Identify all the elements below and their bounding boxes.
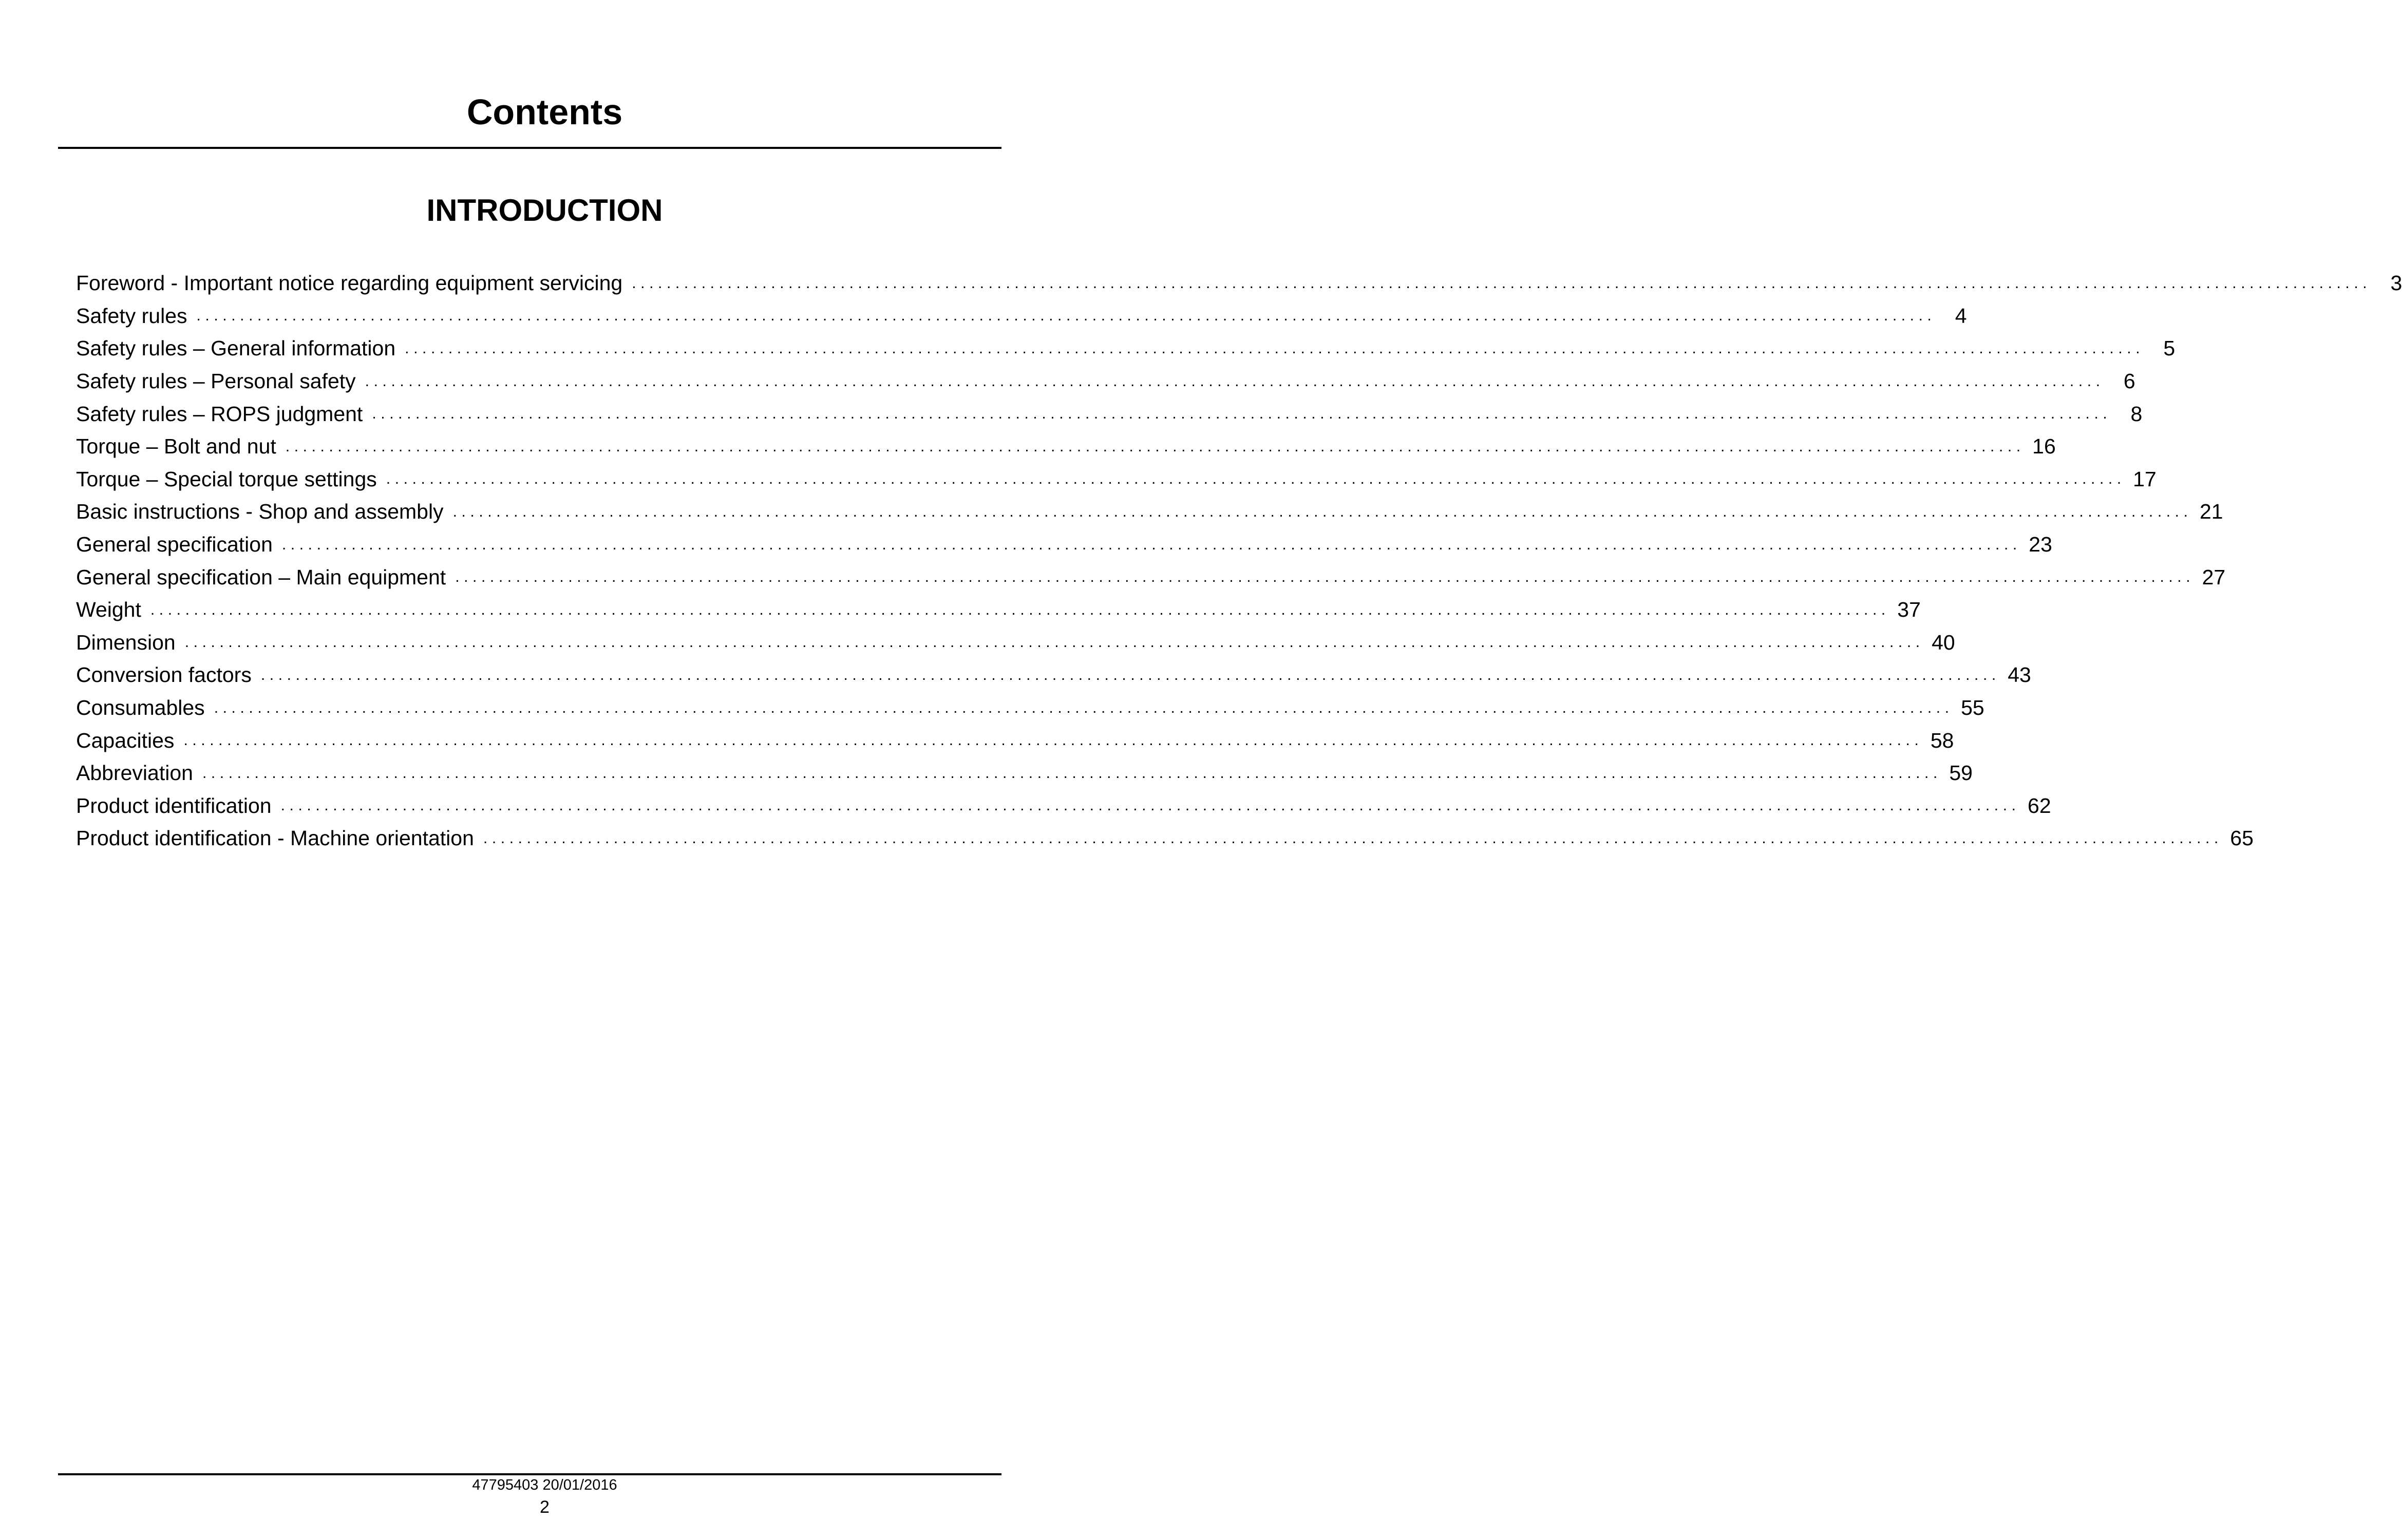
toc-entry-page: 6 <box>2123 369 2135 393</box>
toc-entry-page: 4 <box>1955 303 1967 328</box>
toc-entry-label: Dimension <box>76 630 176 654</box>
table-of-contents <box>76 267 2402 855</box>
toc-entry[interactable] <box>76 528 2052 561</box>
toc-entry[interactable] <box>76 430 2056 463</box>
toc-entry-label: Safety rules – Personal safety <box>76 369 356 393</box>
toc-entry-label: Conversion factors <box>76 663 252 687</box>
page-number: 2 <box>540 1497 550 1517</box>
toc-dot-leader: ........................................................................................................................................................................................................ <box>372 405 2112 423</box>
toc-entry-page: 5 <box>2163 336 2176 360</box>
toc-entry-page: 8 <box>2130 402 2143 426</box>
toc-dot-leader: ........................................................................................................................................................................................................ <box>386 470 2126 488</box>
toc-entry-label: Safety rules – ROPS judgment <box>76 402 363 426</box>
toc-dot-leader: ........................................................................................................................................................................................................ <box>214 699 1954 716</box>
toc-dot-leader: ........................................................................................................................................................................................................ <box>196 307 1936 325</box>
toc-entry[interactable] <box>76 365 2135 398</box>
toc-dot-leader: ........................................................................................................................................................................................................ <box>365 372 2105 390</box>
toc-entry[interactable] <box>76 659 2031 692</box>
toc-entry-label: Product identification <box>76 793 272 817</box>
toc-dot-leader: ........................................................................................................................................................................................................ <box>455 568 2195 586</box>
toc-entry-page: 43 <box>2008 663 2031 687</box>
toc-entry[interactable] <box>76 332 2176 365</box>
toc-dot-leader: ........................................................................................................................................................................................................ <box>281 536 2021 553</box>
toc-entry-page: 58 <box>1930 728 1954 752</box>
toc-entry[interactable] <box>76 626 1955 659</box>
toc-entry-page: 27 <box>2202 565 2226 589</box>
toc-entry[interactable] <box>76 594 1921 626</box>
toc-entry-label: Safety rules – General information <box>76 336 396 360</box>
toc-entry-label: General specification <box>76 533 273 557</box>
toc-dot-leader: ........................................................................................................................................................................................................ <box>483 829 2223 847</box>
toc-dot-leader: ........................................................................................................................................................................................................ <box>405 339 2145 357</box>
toc-entry-label: Product identification - Machine orientation <box>76 826 474 850</box>
toc-entry-page: 37 <box>1897 598 1921 622</box>
toc-dot-leader: ........................................................................................................................................................................................................ <box>150 601 1890 618</box>
header-divider <box>58 147 1001 149</box>
toc-entry-label: Basic instructions - Shop and assembly <box>76 500 444 524</box>
toc-entry[interactable] <box>76 561 2226 594</box>
toc-entry-page: 55 <box>1961 696 1984 720</box>
toc-dot-leader: ........................................................................................................................................................................................................ <box>280 797 2020 814</box>
toc-entry-label: Safety rules <box>76 303 187 328</box>
toc-entry-label: Abbreviation <box>76 761 193 785</box>
toc-dot-leader: ........................................................................................................................................................................................................ <box>452 503 2192 520</box>
toc-entry-page: 40 <box>1932 630 1955 654</box>
toc-entry-page: 3 <box>2390 271 2402 295</box>
section-heading: INTRODUCTION <box>426 193 663 227</box>
toc-entry[interactable] <box>76 300 1967 333</box>
toc-entry-label: Torque – Bolt and nut <box>76 434 276 459</box>
toc-entry-page: 65 <box>2230 826 2254 850</box>
toc-entry-label: General specification – Main equipment <box>76 565 446 589</box>
toc-entry-label: Foreword - Important notice regarding equipment servicing <box>76 271 623 295</box>
toc-dot-leader: ........................................................................................................................................................................................................ <box>260 666 2000 683</box>
toc-entry[interactable] <box>76 267 2402 300</box>
toc-entry-page: 59 <box>1949 761 1973 785</box>
toc-entry-label: Consumables <box>76 696 205 720</box>
toc-entry-page: 16 <box>2032 434 2056 459</box>
toc-entry[interactable] <box>76 822 2254 855</box>
toc-entry-page: 23 <box>2029 533 2052 557</box>
toc-dot-leader: ........................................................................................................................................................................................................ <box>183 732 1923 749</box>
toc-entry-page: 17 <box>2133 467 2157 491</box>
toc-entry-page: 62 <box>2028 793 2051 817</box>
toc-entry[interactable] <box>76 724 1954 757</box>
toc-entry[interactable] <box>76 496 2223 528</box>
toc-dot-leader: ........................................................................................................................................................................................................ <box>285 438 2025 455</box>
toc-dot-leader: ........................................................................................................................................................................................................ <box>184 634 1924 651</box>
toc-entry[interactable] <box>76 790 2051 823</box>
toc-entry-page: 21 <box>2199 500 2223 524</box>
toc-entry-label: Weight <box>76 598 141 622</box>
page-title: Contents <box>466 92 623 132</box>
toc-entry-label: Torque – Special torque settings <box>76 467 377 491</box>
toc-dot-leader: ........................................................................................................................................................................................................ <box>632 274 2372 292</box>
document-reference: 47795403 20/01/2016 <box>472 1477 617 1493</box>
toc-entry[interactable] <box>76 692 1984 725</box>
toc-dot-leader: ........................................................................................................................................................................................................ <box>202 764 1942 782</box>
toc-entry[interactable] <box>76 463 2157 496</box>
toc-entry-label: Capacities <box>76 728 175 752</box>
toc-entry[interactable] <box>76 397 2143 430</box>
toc-entry[interactable] <box>76 757 1973 790</box>
